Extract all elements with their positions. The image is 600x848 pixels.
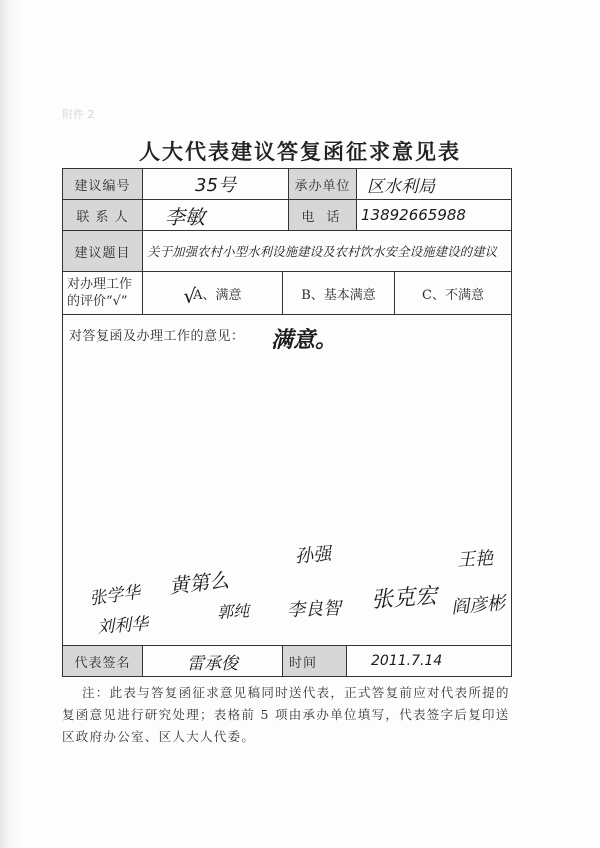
attachment-label: 附件 2 xyxy=(62,108,95,121)
representative-signature: 阎彦彬 xyxy=(450,592,506,619)
option-basically-satisfied: B、基本满意 xyxy=(283,272,395,314)
representative-signature: 郭纯 xyxy=(216,601,250,622)
check-mark-icon: √ xyxy=(183,284,197,308)
topic-value: 关于加强农村小型水利设施建设及农村饮水安全设施建设的建议 xyxy=(147,244,498,259)
representative-signature: 刘利华 xyxy=(96,614,149,638)
row-signature xyxy=(63,646,511,676)
signature-value: 雷承俊 xyxy=(143,646,283,676)
time-value: 2011.7.14 xyxy=(371,653,443,669)
signature-label: 代表签名 xyxy=(63,646,143,676)
representative-signature: 黄第么 xyxy=(168,567,231,599)
handling-unit-value: 区水利局 xyxy=(367,176,435,197)
footnote-line: 复函意见进行研究处理；表格前 5 项由承办单位填写，代表签字后复印送 xyxy=(62,707,510,722)
row-contact xyxy=(63,200,511,231)
option-satisfied xyxy=(143,272,283,314)
contact-label: 联 系 人 xyxy=(63,200,143,230)
row-topic xyxy=(63,231,511,272)
opinion-value: 满意。 xyxy=(271,328,338,353)
representative-signature: 张克宏 xyxy=(370,583,438,614)
contact-value: 李敏 xyxy=(143,200,289,230)
footnote-line: 注：此表与答复函征求意见稿同时送代表，正式答复前应对代表所提的 xyxy=(82,685,510,700)
phone-label: 电 话 xyxy=(289,200,357,230)
representative-signature: 李良智 xyxy=(286,598,342,621)
row-opinion xyxy=(63,315,511,646)
phone-value: 13892665988 xyxy=(361,206,466,224)
representative-signature: 张学华 xyxy=(88,582,142,610)
evaluation-label-line1: 对办理工作 xyxy=(67,277,133,292)
proposal-number-value: 35号 xyxy=(143,169,289,199)
footnote-line: 区政府办公室、区人大人代委。 xyxy=(62,729,256,744)
representative-signature: 王艳 xyxy=(456,548,494,571)
topic-label: 建议题目 xyxy=(63,231,143,271)
option-satisfied-label: A、满意 xyxy=(193,287,242,303)
proposal-number-label: 建议编号 xyxy=(63,169,143,199)
evaluation-label-line2: 的评价“√” xyxy=(67,294,128,309)
opinion-label: 对答复函及办理工作的意见： xyxy=(69,329,245,344)
representative-signature: 孙强 xyxy=(294,543,332,568)
row-proposal-number xyxy=(63,169,511,200)
row-evaluation xyxy=(63,272,511,315)
form-title: 人大代表建议答复函征求意见表 xyxy=(139,139,461,164)
evaluation-label xyxy=(63,272,143,314)
time-label: 时间 xyxy=(283,646,347,676)
handling-unit-label: 承办单位 xyxy=(289,169,357,199)
footnote xyxy=(62,682,532,748)
option-unsatisfied: C、不满意 xyxy=(422,287,484,303)
opinion-form-table xyxy=(62,168,512,677)
